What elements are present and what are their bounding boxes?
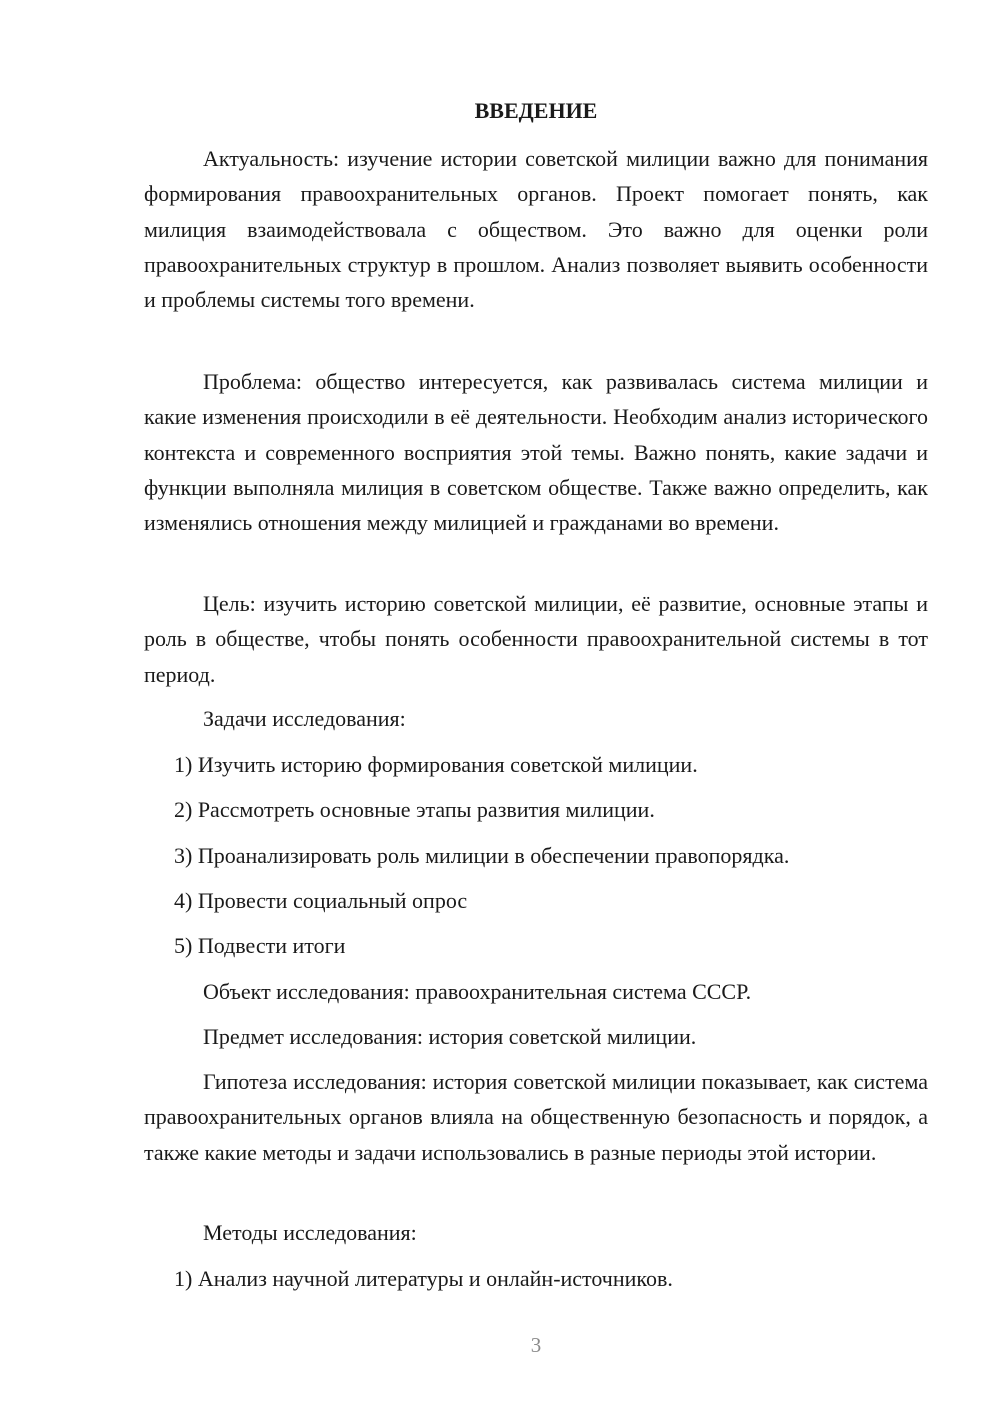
task-item: 3) Проанализировать роль милиции в обеспечении правопорядка. xyxy=(174,843,790,868)
document-page xyxy=(144,0,928,1414)
section-heading: ВВЕДЕНИЕ xyxy=(474,98,598,123)
task-item: 4) Провести социальный опрос xyxy=(174,888,468,913)
object-paragraph: Объект исследования: правоохранительная система СССР. xyxy=(203,979,752,1004)
problem-paragraph: Проблема: общество интересуется, как развивалась система милиции и какие изменения происходили в её деятельности. Необходим анализ исторического контекста и современного восприятия этой темы. Важно понять, какие задачи и функции выполняла милиция в советском обществе. Также важно определить, как изменялись отношения между милицией и гражданами во времени. xyxy=(144,369,928,536)
tasks-heading: Задачи исследования: xyxy=(203,706,406,731)
relevance-paragraph: Актуальность: изучение истории советской милиции важно для понимания формирования правоохранительных органов. Проект помогает понять, как милиция взаимодействовала с обществом. Это важно для оценки роли правоохранительных структур в прошлом. Анализ позволяет выявить особенности и проблемы системы того времени. xyxy=(144,146,928,313)
method-item: 1) Анализ научной литературы и онлайн-источников. xyxy=(174,1266,673,1291)
goal-paragraph: Цель: изучить историю советской милиции, её развитие, основные этапы и роль в обществе, чтобы понять особенности правоохранительной системы в тот период. xyxy=(144,591,928,687)
task-item: 2) Рассмотреть основные этапы развития милиции. xyxy=(174,797,655,822)
page-number: 3 xyxy=(530,1333,542,1357)
methods-heading: Методы исследования: xyxy=(203,1220,417,1245)
subject-paragraph: Предмет исследования: история советской милиции. xyxy=(203,1024,697,1049)
task-item: 1) Изучить историю формирования советской милиции. xyxy=(174,752,698,777)
hypothesis-paragraph: Гипотеза исследования: история советской милиции показывает, как система правоохранительных органов влияла на общественную безопасность и порядок, а также какие методы и задачи использовались в разные периоды этой истории. xyxy=(144,1069,928,1165)
task-item: 5) Подвести итоги xyxy=(174,933,346,958)
